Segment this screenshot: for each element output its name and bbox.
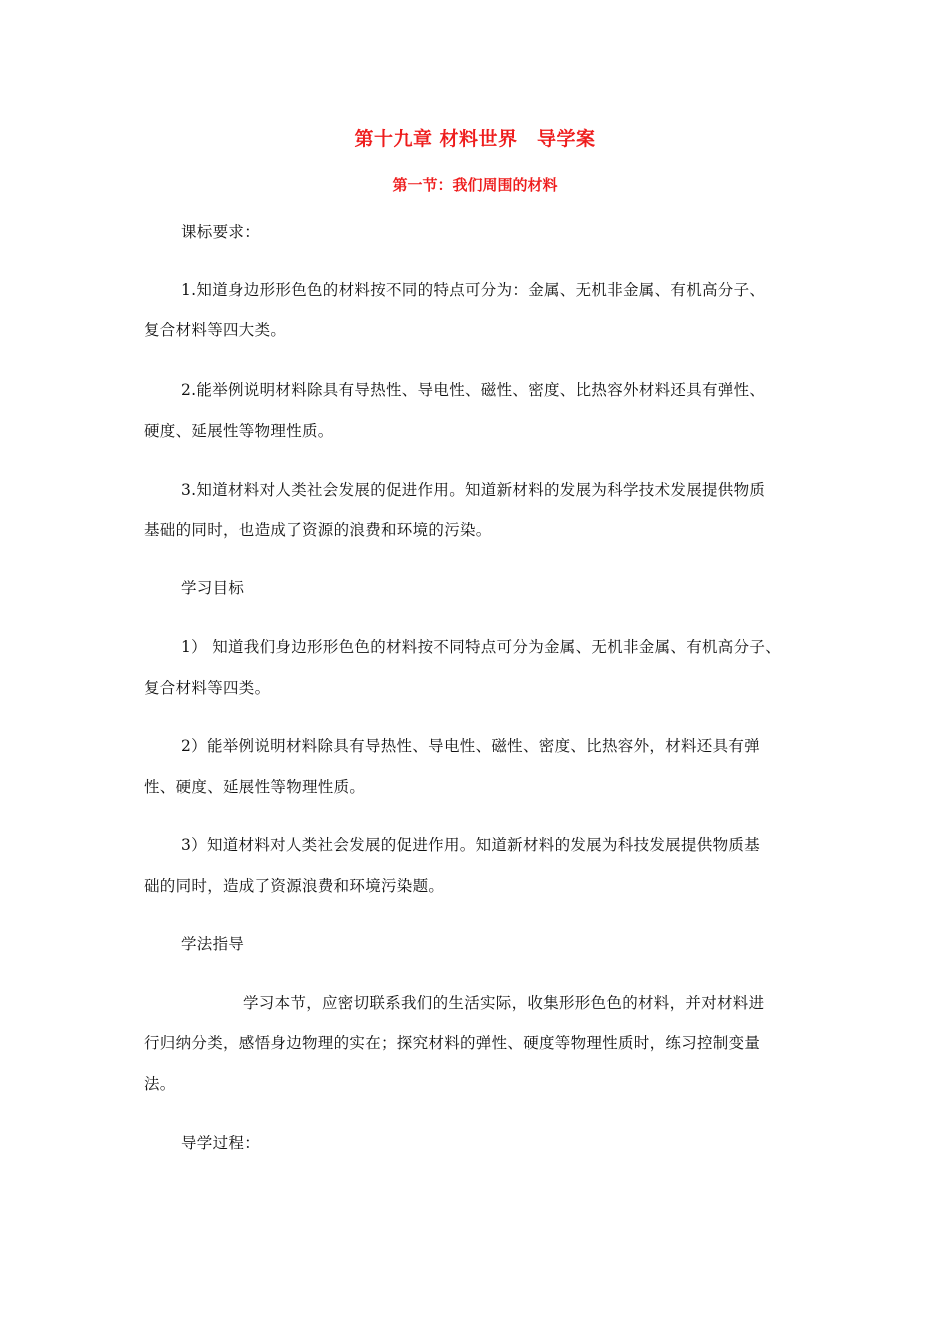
curriculum-item-3-line1: 3.知道材料对人类社会发展的促进作用。知道新材料的发展为科学技术发展提供物质 bbox=[181, 481, 766, 499]
objective-item-2-line2: 性、硬度、延展性等物理性质。 bbox=[144, 778, 366, 796]
method-paragraph-line3: 法。 bbox=[144, 1075, 176, 1093]
method-heading: 学法指导 bbox=[181, 935, 245, 953]
objectives-heading: 学习目标 bbox=[181, 579, 245, 597]
method-paragraph-line2: 行归纳分类，感悟身边物理的实在；探究材料的弹性、硬度等物理性质时，练习控制变量 bbox=[144, 1034, 761, 1052]
objective-item-2-line1: 2）能举例说明材料除具有导热性、导电性、磁性、密度、比热容外，材料还具有弹 bbox=[181, 737, 760, 755]
curriculum-item-1-line2: 复合材料等四大类。 bbox=[144, 321, 287, 339]
curriculum-heading: 课标要求： bbox=[181, 223, 261, 241]
objective-item-1-line2: 复合材料等四类。 bbox=[144, 679, 271, 697]
curriculum-item-1-line1: 1.知道身边形形色色的材料按不同的特点可分为：金属、无机非金属、有机高分子、 bbox=[181, 281, 766, 299]
method-paragraph-line1: 学习本节，应密切联系我们的生活实际，收集形形色色的材料，并对材料进 bbox=[243, 994, 765, 1012]
objective-item-3-line2: 础的同时，造成了资源浪费和环境污染题。 bbox=[144, 877, 445, 895]
curriculum-item-2-line2: 硬度、延展性等物理性质。 bbox=[144, 422, 334, 440]
process-heading: 导学过程： bbox=[181, 1134, 261, 1152]
objective-item-1-line1: 1） 知道我们身边形形色色的材料按不同特点可分为金属、无机非金属、有机高分子、 bbox=[181, 638, 781, 656]
curriculum-item-3-line2: 基础的同时，也造成了资源的浪费和环境的污染。 bbox=[144, 521, 492, 539]
document-title: 第十九章 材料世界 导学案 bbox=[354, 128, 596, 150]
objective-item-3-line1: 3）知道材料对人类社会发展的促进作用。知道新材料的发展为科技发展提供物质基 bbox=[181, 836, 760, 854]
curriculum-item-2-line1: 2.能举例说明材料除具有导热性、导电性、磁性、密度、比热容外材料还具有弹性、 bbox=[181, 381, 766, 399]
document-subtitle: 第一节：我们周围的材料 bbox=[392, 176, 558, 194]
